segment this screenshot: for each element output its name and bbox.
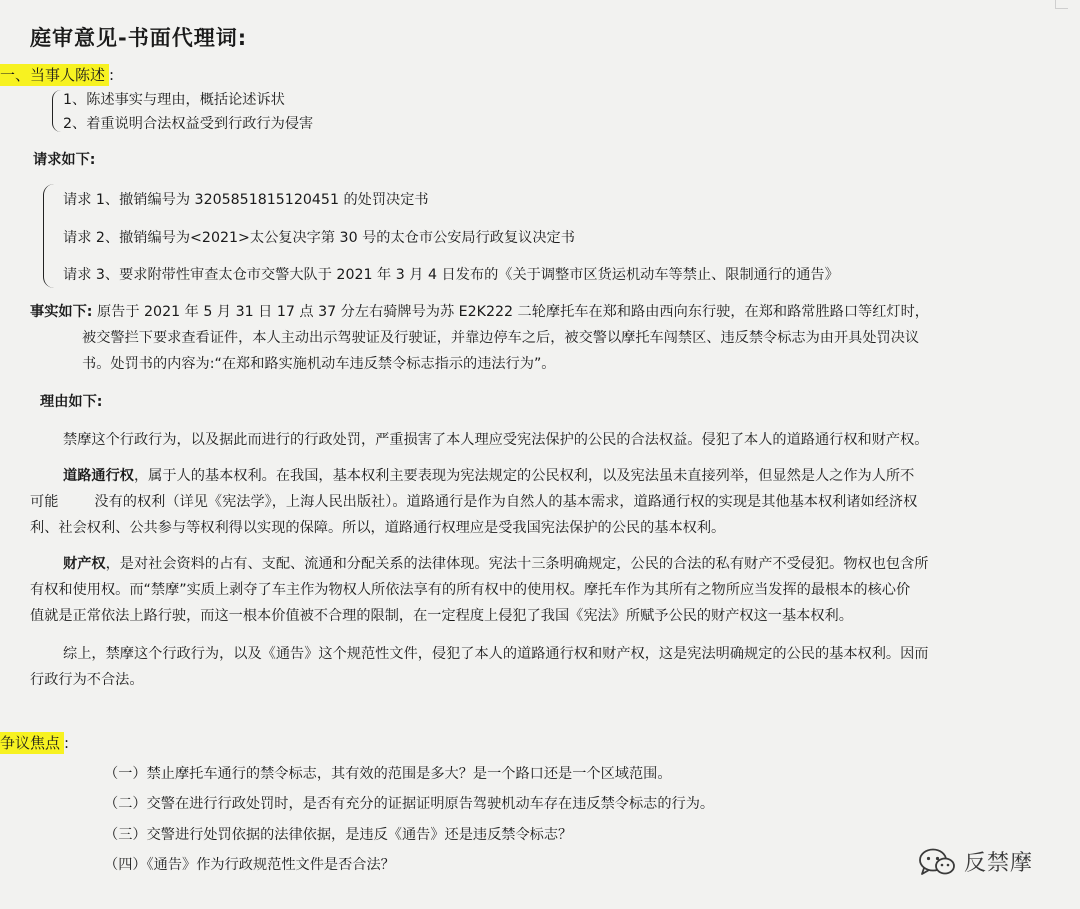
brace-icon [43, 184, 54, 288]
wechat-icon [918, 847, 956, 877]
section-party-statement-label: 一、当事人陈述 [0, 64, 109, 86]
watermark [918, 846, 1033, 877]
reasons-heading: 理由如下: [40, 394, 103, 410]
request-item-1: 请求 1、撤销编号为 3205851815120451 的处罚决定书 [63, 192, 429, 208]
reasons-paragraph-3-line-3: 值就是正常依法上路行驶，而这一根本价值被不合理的限制，在一定程度上侵犯了我国《宪法》所赋予公民的财产权这一基本权利。 [30, 608, 853, 624]
page-corner-mark [1055, 0, 1068, 9]
requests-heading: 请求如下: [33, 152, 96, 168]
reasons-paragraph-4-line-1: 综上，禁摩这个行政行为，以及《通告》这个规范性文件，侵犯了本人的道路通行权和财产权，这是宪法明确规定的公民的基本权利。因而 [63, 646, 929, 662]
dispute-item-1: （一）禁止摩托车通行的禁令标志，其有效的范围是多大？是一个路口还是一个区域范围。 [104, 766, 672, 782]
reasons-paragraph-2-line-1: 道路通行权，属于人的基本权利。在我国，基本权利主要表现为宪法规定的公民权利，以及宪法虽未直接列举，但显然是人之作为人所不 [63, 468, 915, 484]
reasons-paragraph-2-line-3: 利、社会权利、公共参与等权利得以实现的保障。所以，道路通行权理应是受我国宪法保护的公民的基本权利。 [30, 520, 726, 536]
dispute-item-4: （四）《通告》作为行政规范性文件是否合法？ [104, 857, 395, 873]
document-title: 庭审意见-书面代理词: [30, 26, 248, 50]
request-item-3: 请求 3、要求附带性审查太仓市交警大队于 2021 年 3 月 4 日发布的《关于调整市区货运机动车等禁止、限制通行的通告》 [63, 267, 839, 283]
facts-heading: 事实如下: [30, 304, 93, 320]
dispute-item-2: （二）交警在进行行政处罚时，是否有充分的证据证明原告驾驶机动车存在违反禁令标志的行为。 [104, 796, 715, 812]
request-item-2: 请求 2、撤销编号为<2021>太公复决字第 30 号的太仓市公安局行政复议决定书 [63, 230, 575, 246]
statement-item-2: 2、着重说明合法权益受到行政行为侵害 [63, 116, 314, 132]
reasons-paragraph-3-line-1: 财产权，是对社会资料的占有、支配、流通和分配关系的法律体现。宪法十三条明确规定，公民的合法的私有财产不受侵犯。物权也包含所 [63, 556, 929, 572]
reasons-paragraph-1: 禁摩这个行政行为，以及据此而进行的行政处罚，严重损害了本人理应受宪法保护的公民的合法权益。侵犯了本人的道路通行权和财产权。 [63, 432, 929, 448]
section-party-statement: 一、当事人陈述 : [0, 66, 115, 84]
reasons-paragraph-3-line-2: 有权和使用权。而“禁摩”实质上剥夺了车主作为物权人所依法享有的所有权中的使用权。摩托车作为其所有之物所应当发挥的最根本的核心价 [30, 582, 911, 598]
facts-line-1: 事实如下: 原告于 2021 年 5 月 31 日 17 点 37 分左右骑牌号为苏 E2K222 二轮摩托车在郑和路由西向东行驶，在郑和路常胜路口等红灯时， [30, 304, 929, 320]
section-dispute-focus-label: 争议焦点 [0, 732, 64, 754]
watermark-text: 反禁摩 [964, 851, 1034, 876]
statement-item-1: 1、陈述事实与理由，概括论述诉状 [63, 92, 285, 108]
reasons-paragraph-2-line-2: 可能 没有的权利（详见《宪法学》，上海人民出版社）。道路通行是作为自然人的基本需求，道路通行权的实现是其他基本权利诸如经济权 [30, 494, 918, 510]
facts-line-3: 书。处罚书的内容为:“在郑和路实施机动车违反禁令标志指示的违法行为”。 [82, 356, 556, 372]
facts-line-2: 被交警拦下要求查看证件，本人主动出示驾驶证及行驶证，并靠边停车之后，被交警以摩托车闯禁区、违反禁令标志为由开具处罚决议 [82, 330, 920, 346]
brace-icon [52, 90, 61, 132]
reasons-paragraph-4-line-2: 行政行为不合法。 [30, 672, 144, 688]
section-dispute-focus: 争议焦点 : [0, 734, 70, 752]
dispute-item-3: （三）交警进行处罚依据的法律依据，是违反《通告》还是违反禁令标志？ [104, 827, 573, 843]
